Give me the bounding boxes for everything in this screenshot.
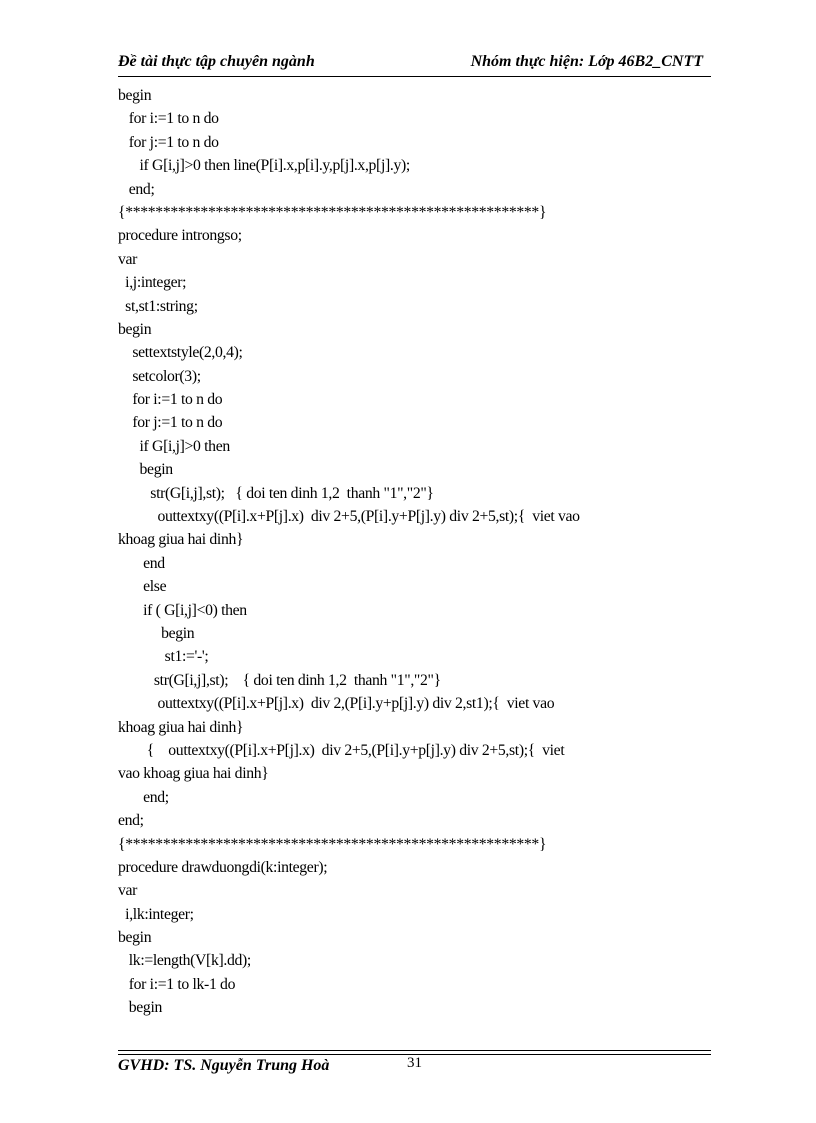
code-line: for i:=1 to n do — [118, 110, 219, 128]
header-group-info: Nhóm thực hiện: Lớp 46B2_CNTT — [470, 53, 703, 70]
code-line: else — [118, 578, 167, 596]
code-line: procedure drawduongdi(k:integer); — [118, 858, 328, 876]
code-line: var — [118, 250, 138, 268]
code-line: setcolor(3); — [118, 367, 201, 385]
header-rule — [118, 76, 711, 77]
footer-rule-thick — [118, 1050, 711, 1051]
code-line: begin — [118, 87, 152, 104]
code-line: { outtextxy((P[i].x+P[j].x) div 2+5,(P[i].y+p[j].y) div 2+5,st);{ viet — [118, 741, 565, 759]
code-line: begin — [118, 320, 152, 338]
code-line: var — [118, 882, 138, 900]
code-line: begin — [118, 929, 152, 947]
code-line: end; — [118, 788, 169, 806]
code-line: st,st1:string; — [118, 297, 198, 315]
code-line: for j:=1 to n do — [118, 414, 223, 432]
code-line: lk:=length(V[k].dd); — [118, 952, 251, 970]
code-line: str(G[i,j],st); { doi ten dinh 1,2 thanh "1","2"} — [118, 484, 434, 502]
code-line: procedure introngso; — [118, 227, 242, 245]
code-line: begin — [118, 461, 173, 479]
code-line: for j:=1 to n do — [118, 133, 219, 151]
code-line: if ( G[i,j]<0) then — [118, 601, 247, 619]
code-line: for i:=1 to n do — [118, 391, 223, 409]
code-line: vao khoag giua hai dinh} — [118, 765, 269, 783]
code-line: outtextxy((P[i].x+P[j].x) div 2,(P[i].y+p[j].y) div 2,st1);{ viet vao — [118, 695, 555, 713]
page-header — [118, 53, 711, 75]
code-line: khoag giua hai dinh} — [118, 531, 244, 549]
code-line: {*******************************************************} — [118, 835, 547, 853]
code-line: i,lk:integer; — [118, 905, 194, 923]
code-line: outtextxy((P[i].x+P[j].x) div 2+5,(P[i].y+P[j].y) div 2+5,st);{ viet vao — [118, 508, 580, 526]
footer-supervisor: GVHD: TS. Nguyễn Trung Hoà — [118, 1057, 330, 1074]
code-line: end; — [118, 812, 144, 830]
code-line: if G[i,j]>0 then line(P[i].x,p[i].y,p[j].x,p[j].y); — [118, 157, 410, 175]
code-line: begin — [118, 624, 195, 642]
code-line: st1:='-'; — [118, 648, 209, 666]
code-line: if G[i,j]>0 then — [118, 437, 230, 455]
code-line: for i:=1 to lk-1 do — [118, 975, 236, 993]
header-topic-title: Đề tài thực tập chuyên ngành — [118, 53, 315, 70]
code-line: begin — [118, 999, 163, 1017]
code-line: end; — [118, 180, 155, 198]
code-line: {*******************************************************} — [118, 203, 547, 221]
page-number: 31 — [407, 1055, 422, 1071]
code-line: khoag giua hai dinh} — [118, 718, 244, 736]
code-line: settextstyle(2,0,4); — [118, 344, 243, 362]
code-listing — [118, 84, 718, 1020]
code-line: end — [118, 554, 165, 572]
code-line: i,j:integer; — [118, 274, 187, 292]
code-line: str(G[i,j],st); { doi ten dinh 1,2 thanh "1","2"} — [118, 671, 441, 689]
